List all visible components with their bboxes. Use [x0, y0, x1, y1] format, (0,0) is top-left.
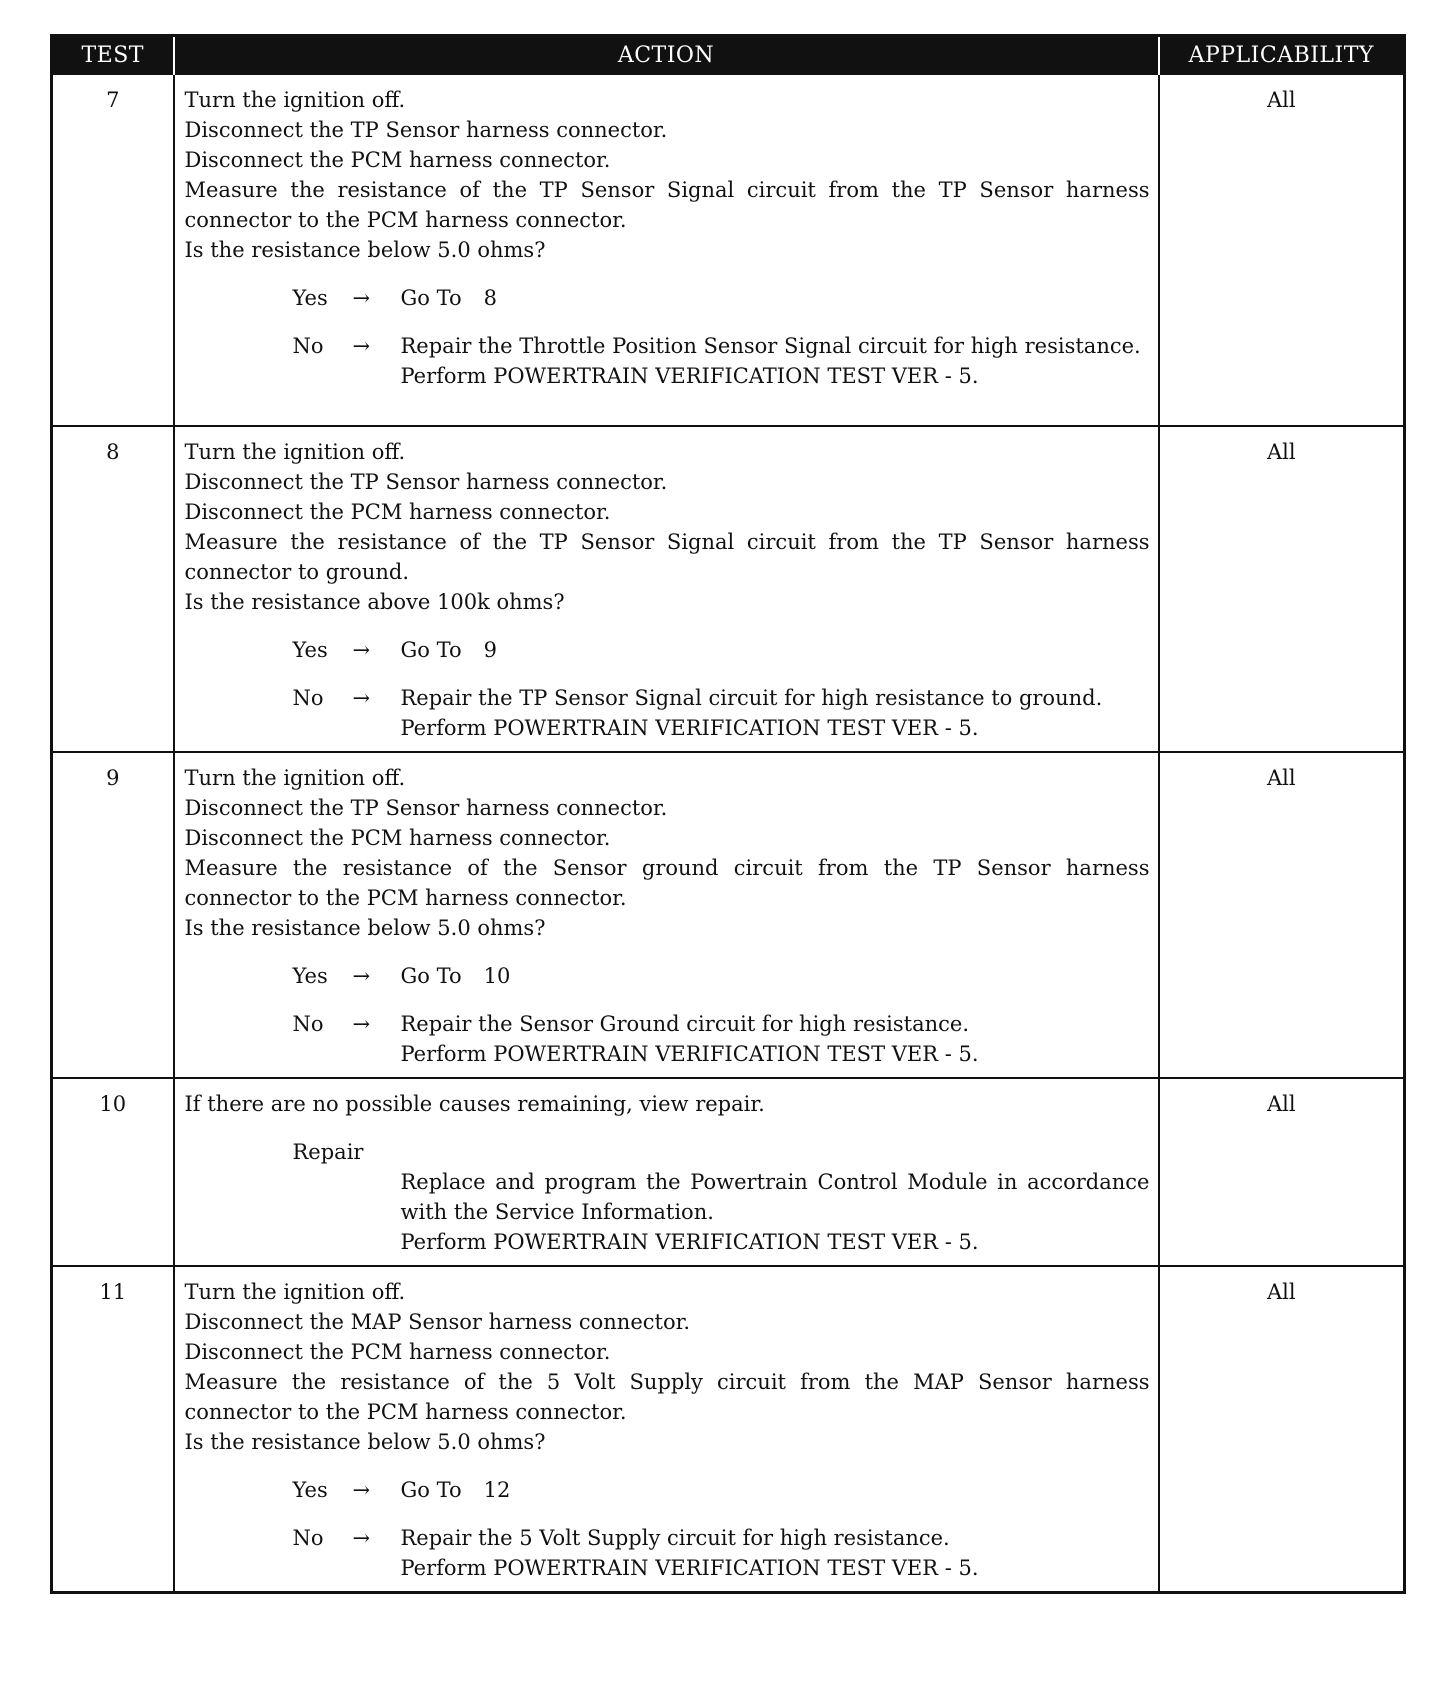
test-number: 9 [52, 752, 174, 1078]
action-step: Disconnect the MAP Sensor harness connector. [184, 1310, 690, 1334]
table-row-test-11 [52, 1266, 1405, 1593]
header-test: TEST [52, 36, 174, 75]
goto-label: Go To [400, 638, 462, 662]
arrow-right-icon: → [352, 286, 371, 310]
action-step: Measure the resistance of the TP Sensor Signal circuit from the TP Sensor harness connector to ground. [184, 530, 1150, 584]
no-result [293, 683, 1150, 743]
verification-instruction: Perform POWERTRAIN VERIFICATION TEST VER - 5. [400, 1230, 979, 1254]
repair-instruction: Repair the 5 Volt Supply circuit for high resistance. [400, 1526, 950, 1550]
verification-instruction: Perform POWERTRAIN VERIFICATION TEST VER - 5. [400, 1556, 979, 1580]
yes-result [293, 635, 1150, 665]
arrow-right-icon: → [352, 334, 371, 358]
applicability-value: All [1159, 1266, 1405, 1593]
repair-instruction: Replace and program the Powertrain Control Module in accordance with the Service Information. [400, 1170, 1150, 1224]
no-result [293, 1523, 1150, 1583]
no-label: No [292, 334, 324, 358]
no-label: No [292, 1012, 324, 1036]
action-cell [174, 1266, 1159, 1593]
repair-instruction: Repair the TP Sensor Signal circuit for high resistance to ground. [400, 686, 1103, 710]
table-row-test-7 [52, 74, 1405, 426]
arrow-right-icon: → [352, 1526, 371, 1550]
arrow-right-icon: → [352, 638, 371, 662]
action-question: Is the resistance below 5.0 ohms? [184, 1430, 546, 1454]
arrow-right-icon: → [352, 1012, 371, 1036]
table-row-test-10 [52, 1078, 1405, 1266]
applicability-value: All [1159, 426, 1405, 752]
diagnostic-test-table [50, 34, 1406, 1594]
goto-target: 12 [483, 1478, 511, 1502]
applicability-value: All [1159, 752, 1405, 1078]
action-step: Measure the resistance of the 5 Volt Supply circuit from the MAP Sensor harness connector to the PCM harness connector. [184, 1370, 1150, 1424]
action-step: Disconnect the TP Sensor harness connector. [184, 118, 668, 142]
yes-label: Yes [292, 286, 328, 310]
action-step: Measure the resistance of the Sensor ground circuit from the TP Sensor harness connector to the PCM harness connector. [184, 856, 1150, 910]
action-step: Disconnect the TP Sensor harness connector. [184, 796, 668, 820]
repair-instruction: Repair the Sensor Ground circuit for high resistance. [400, 1012, 970, 1036]
action-step: Disconnect the PCM harness connector. [184, 500, 611, 524]
verification-instruction: Perform POWERTRAIN VERIFICATION TEST VER - 5. [400, 364, 979, 388]
applicability-value: All [1159, 1078, 1405, 1266]
verification-instruction: Perform POWERTRAIN VERIFICATION TEST VER - 5. [400, 716, 979, 740]
action-step: Turn the ignition off. [184, 766, 406, 790]
test-number: 8 [52, 426, 174, 752]
test-number: 11 [52, 1266, 174, 1593]
test-number: 10 [52, 1078, 174, 1266]
no-label: No [292, 1526, 324, 1550]
action-question: Is the resistance below 5.0 ohms? [184, 238, 546, 262]
goto-label: Go To [400, 286, 462, 310]
arrow-right-icon: → [352, 964, 371, 988]
goto-target: 8 [483, 286, 497, 310]
yes-label: Yes [292, 638, 328, 662]
yes-result [293, 961, 1150, 991]
action-step: Measure the resistance of the TP Sensor Signal circuit from the TP Sensor harness connector to the PCM harness connector. [184, 178, 1150, 232]
goto-target: 10 [483, 964, 511, 988]
action-question: Is the resistance below 5.0 ohms? [184, 916, 546, 940]
goto-label: Go To [400, 964, 462, 988]
action-question: Is the resistance above 100k ohms? [184, 590, 565, 614]
applicability-value: All [1159, 74, 1405, 426]
action-step: Disconnect the PCM harness connector. [184, 148, 611, 172]
header-applicability: APPLICABILITY [1159, 36, 1405, 75]
action-step: Turn the ignition off. [184, 440, 406, 464]
goto-label: Go To [400, 1478, 462, 1502]
action-step: Turn the ignition off. [184, 1280, 406, 1304]
goto-target: 9 [483, 638, 497, 662]
repair-label: Repair [292, 1140, 364, 1164]
no-result [293, 331, 1150, 391]
repair-instruction: Repair the Throttle Position Sensor Signal circuit for high resistance. [400, 334, 1141, 358]
test-number: 7 [52, 74, 174, 426]
action-step: Disconnect the TP Sensor harness connector. [184, 470, 668, 494]
action-step: Turn the ignition off. [184, 88, 406, 112]
yes-label: Yes [292, 964, 328, 988]
action-cell [174, 74, 1159, 426]
arrow-right-icon: → [352, 686, 371, 710]
no-label: No [292, 686, 324, 710]
action-cell [174, 426, 1159, 752]
yes-result [293, 283, 1150, 313]
table-row-test-9 [52, 752, 1405, 1078]
action-cell [174, 1078, 1159, 1266]
action-step: Disconnect the PCM harness connector. [184, 826, 611, 850]
table-header-row [52, 36, 1405, 75]
arrow-right-icon: → [352, 1478, 371, 1502]
action-step: Disconnect the PCM harness connector. [184, 1340, 611, 1364]
yes-result [293, 1475, 1150, 1505]
table-row-test-8 [52, 426, 1405, 752]
verification-instruction: Perform POWERTRAIN VERIFICATION TEST VER - 5. [400, 1042, 979, 1066]
action-cell [174, 752, 1159, 1078]
header-action: ACTION [174, 36, 1159, 75]
yes-label: Yes [292, 1478, 328, 1502]
action-step: If there are no possible causes remaining, view repair. [184, 1092, 765, 1116]
no-result [293, 1009, 1150, 1069]
